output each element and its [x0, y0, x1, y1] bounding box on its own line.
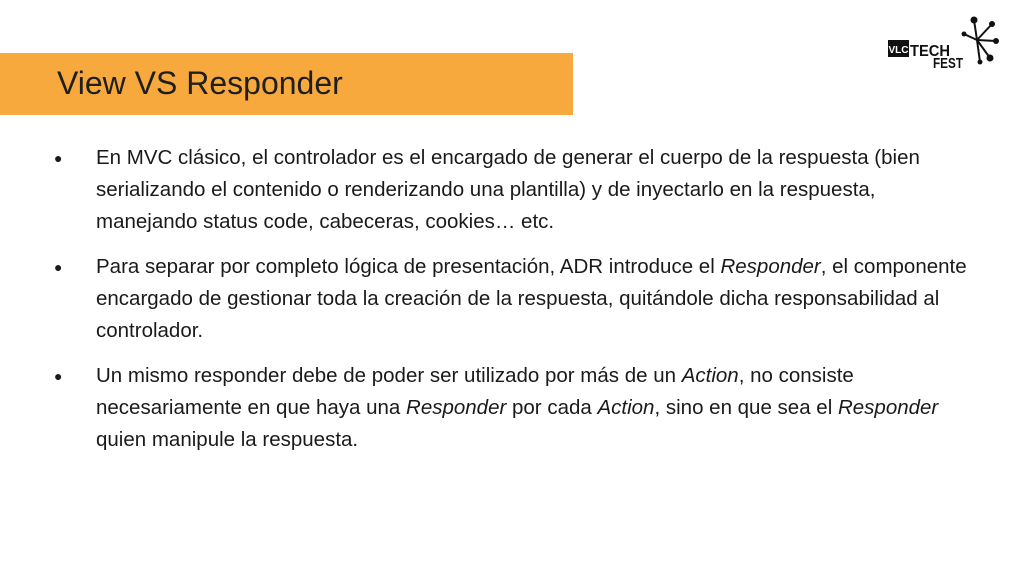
bullet-dot: ●	[54, 368, 63, 384]
logo-fest-text: FEST	[933, 55, 963, 72]
bullet-text	[96, 364, 938, 451]
bullet-list	[54, 142, 974, 469]
bullet-text-italic: Action	[681, 364, 739, 387]
bullet-text-run: Un mismo responder debe de poder ser utilizado por más de un	[96, 364, 682, 387]
bullet-text-italic: Action	[597, 396, 655, 419]
bullet-text	[96, 146, 920, 233]
bullet-text-italic: Responder	[406, 396, 507, 419]
bullet-dot: ●	[54, 150, 63, 166]
bullet-text-run: Para separar por completo lógica de presentación, ADR introduce el	[96, 255, 721, 278]
bullet-text-italic: Responder	[837, 396, 939, 419]
bullet-text-run: , sino en que sea el	[654, 396, 838, 419]
bullet-text-run: , el componente encargado de gestionar toda la creación de la respuesta, quitándole dicha responsabilidad al controlador.	[96, 255, 967, 342]
bullet-text-run: quien manipule la respuesta.	[96, 428, 359, 451]
bullet-text-run: , no consiste necesariamente en que haya una	[96, 364, 854, 419]
bullet-item	[54, 142, 974, 238]
bullet-item	[54, 360, 974, 456]
bullet-text-italic: Responder	[720, 255, 821, 278]
bullet-text-run: por cada	[506, 396, 598, 419]
logo-tech-text: TECH	[910, 43, 950, 60]
slide-title: View VS Responder	[57, 65, 343, 101]
vlctechfest-logo	[884, 14, 1004, 74]
title-bar	[0, 53, 573, 115]
bullet-item	[54, 251, 974, 347]
bullet-text	[96, 255, 967, 342]
logo-vlc-text: VLC	[888, 45, 909, 56]
vlctechfest-logo-graphic	[884, 14, 1004, 74]
bullet-text-run: En MVC clásico, el controlador es el encargado de generar el cuerpo de la respuesta (bien serializando el contenido o renderizando una plantilla) y de inyectarlo en la respuesta, manejando status code, cabeceras, cookies… etc.	[96, 146, 920, 233]
bullet-dot: ●	[54, 259, 63, 275]
